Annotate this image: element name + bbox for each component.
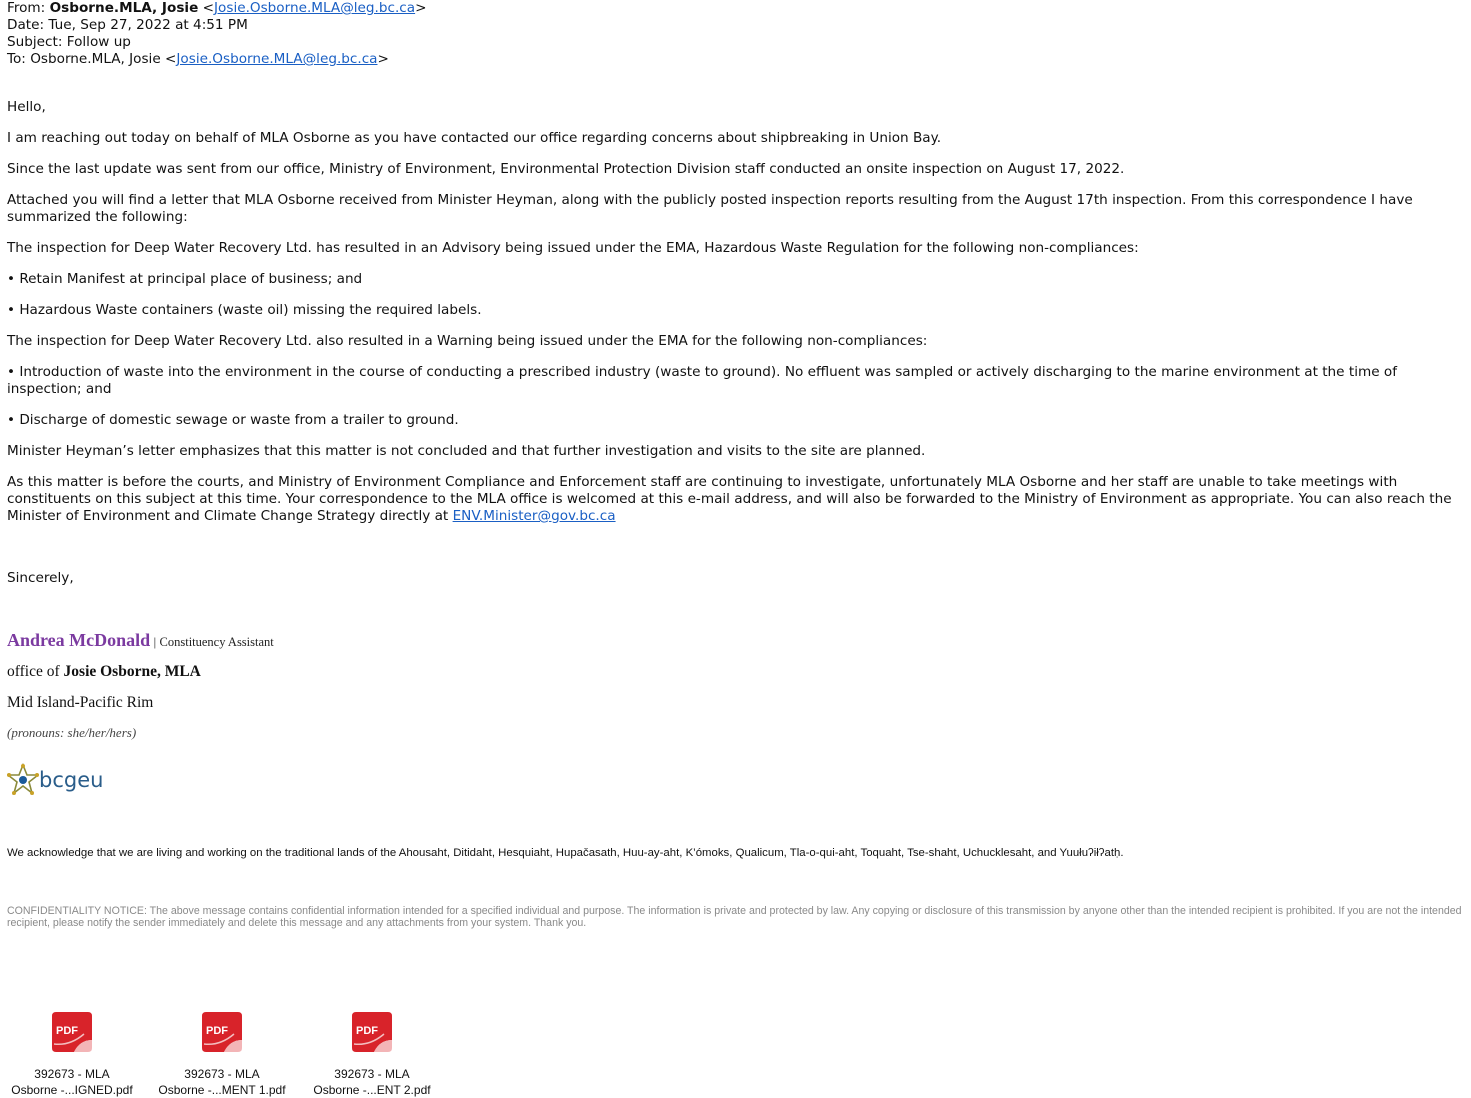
bullet-item: • Introduction of waste into the environment in the course of conducting a prescribed industry (waste to ground). No effluent was sampled or actively discharging to the marine environment at the time of inspection; and	[7, 364, 1397, 397]
land-acknowledgement: We acknowledge that we are living and working on the traditional lands of the Ahousaht, Ditidaht, Hesquiaht, Hupačasath, Huu-ay-aht, K’ómoks, Qualicum, Tla-o-qui-aht, Toquaht, Tse-shaht, Uchucklesaht, and Yuułuʔiłʔatḥ.	[7, 847, 1124, 859]
logo-text: bcgeu	[39, 767, 104, 792]
attachment-item[interactable]	[2, 1010, 142, 1098]
body-paragraph: The inspection for Deep Water Recovery Ltd. also resulted in a Warning being issued under the EMA for the following non-compliances:	[7, 333, 928, 349]
signature-pronouns: (pronouns: she/her/hers)	[7, 725, 137, 740]
body-paragraph: Since the last update was sent from our office, Ministry of Environment, Environmental Protection Division staff conducted an onsite inspection on August 17, 2022.	[7, 161, 1125, 177]
bcgeu-logo	[7, 763, 103, 797]
attachment-name-line2: Osborne -...IGNED.pdf	[11, 1083, 133, 1097]
confidentiality-notice: CONFIDENTIALITY NOTICE: The above message contains confidential information intended for a specified individual and purpose. The information is private and protected by law. Any copying or disclosure of this transmission by anyone other than the intended recipient is prohibited. If you are not the intended recipient, please notify the sender immediately and delete this message and any attachments from your system. Thank you.	[7, 905, 1462, 929]
sender-name: Osborne.MLA, Josie	[49, 0, 199, 16]
recipient-name: Osborne.MLA, Josie	[30, 51, 161, 67]
pdf-icon	[350, 1010, 394, 1054]
attachment-name-line2: Osborne -...MENT 1.pdf	[158, 1083, 286, 1097]
star-logo-icon	[7, 763, 39, 797]
signature-office: office of Josie Osborne, MLA	[7, 663, 201, 680]
signature-riding: Mid Island-Pacific Rim	[7, 694, 154, 711]
svg-text:PDF: PDF	[206, 1025, 228, 1037]
attachment-item[interactable]	[302, 1010, 442, 1098]
signature-name: Andrea McDonald	[7, 630, 151, 650]
bullet-item: • Retain Manifest at principal place of business; and	[7, 271, 363, 287]
email-header	[7, 0, 427, 68]
attachment-name-line1: 392673 - MLA	[334, 1067, 410, 1081]
sender-email-link[interactable]: Josie.Osborne.MLA@leg.bc.ca	[214, 0, 416, 16]
closing: Sincerely,	[7, 570, 74, 586]
svg-text:PDF: PDF	[56, 1025, 78, 1037]
bullet-item: • Hazardous Waste containers (waste oil) missing the required labels.	[7, 302, 482, 318]
recipient-email-link[interactable]: Josie.Osborne.MLA@leg.bc.ca	[176, 51, 378, 67]
bullet-item: • Discharge of domestic sewage or waste from a trailer to ground.	[7, 412, 459, 428]
sent-date: Tue, Sep 27, 2022 at 4:51 PM	[48, 17, 248, 33]
signature-name-line: Andrea McDonald | Constituency Assistant	[7, 630, 274, 650]
body-paragraph: Minister Heyman’s letter emphasizes that this matter is not concluded and that further investigation and visits to the site are planned.	[7, 443, 926, 459]
subject-text: Follow up	[66, 34, 131, 50]
subject-line: Subject: Follow up	[7, 34, 131, 50]
attachment-name-line2: Osborne -...ENT 2.pdf	[313, 1083, 431, 1097]
pdf-icon	[200, 1010, 244, 1054]
attachment-item[interactable]	[152, 1010, 292, 1098]
body-paragraph: As this matter is before the courts, and Ministry of Environment Compliance and Enforcement staff are continuing to investigate, unfortunately MLA Osborne and her staff are unable to take meetings with constituents on this subject at this time. Your correspondence to the MLA office is welcomed at this e-mail address, and will also be forwarded to the Ministry of Environment as appropriate. You can also reach the Minister of Environment and Climate Change Strategy directly at ENV.Minister@gov.bc.ca	[7, 474, 1452, 524]
greeting: Hello,	[7, 99, 46, 115]
to-line: To: Osborne.MLA, Josie <Josie.Osborne.MLA@leg.bc.ca>	[7, 51, 389, 67]
attachment-name-line1: 392673 - MLA	[184, 1067, 260, 1081]
minister-email-link[interactable]: ENV.Minister@gov.bc.ca	[452, 508, 616, 524]
email-body	[7, 99, 1462, 539]
date-line: Date: Tue, Sep 27, 2022 at 4:51 PM	[7, 17, 248, 33]
body-paragraph: I am reaching out today on behalf of MLA Osborne as you have contacted our office regarding concerns about shipbreaking in Union Bay.	[7, 130, 942, 146]
signature-block	[7, 632, 274, 741]
body-paragraph: Attached you will find a letter that MLA Osborne received from Minister Heyman, along with the publicly posted inspection reports resulting from the August 17th inspection. From this correspondence I have summarized the following:	[7, 192, 1413, 225]
attachment-name-line1: 392673 - MLA	[34, 1067, 110, 1081]
from-line: From: Osborne.MLA, Josie <Josie.Osborne.MLA@leg.bc.ca>	[7, 0, 427, 16]
body-paragraph: The inspection for Deep Water Recovery Ltd. has resulted in an Advisory being issued under the EMA, Hazardous Waste Regulation for the following non-compliances:	[7, 240, 1139, 256]
signature-title: Constituency Assistant	[159, 635, 274, 649]
pdf-icon	[50, 1010, 94, 1054]
svg-text:PDF: PDF	[356, 1025, 378, 1037]
